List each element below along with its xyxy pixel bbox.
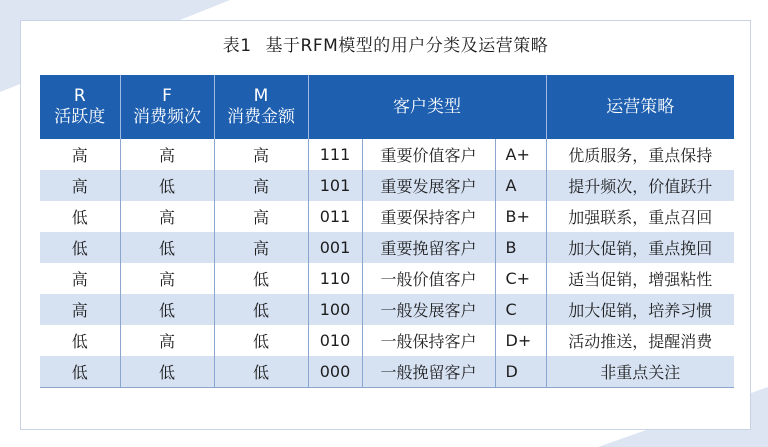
table-card	[20, 20, 751, 430]
header-f	[120, 75, 214, 139]
cell-f: 低	[120, 294, 214, 325]
cell-f: 低	[120, 232, 214, 263]
header-m-name: 消费金额	[227, 107, 295, 127]
table-row	[40, 201, 734, 232]
header-r	[40, 75, 120, 139]
cell-customer-type: 重要发展客户	[362, 170, 495, 201]
cell-r: 低	[40, 356, 120, 388]
header-f-name: 消费频次	[133, 107, 201, 127]
table-number: 表1	[222, 36, 252, 56]
cell-code: 111	[308, 139, 362, 170]
header-f-letter: F	[162, 86, 172, 106]
table-row	[40, 294, 734, 325]
cell-strategy: 活动推送，提醒消费	[568, 332, 713, 351]
cell-customer-type: 一般保持客户	[362, 325, 495, 356]
cell-r: 低	[40, 232, 120, 263]
cell-r: 高	[40, 263, 120, 294]
cell-grade: D+	[495, 325, 546, 356]
header-r-name: 活跃度	[54, 107, 106, 127]
cell-f: 高	[120, 325, 214, 356]
cell-f: 高	[120, 139, 214, 170]
header-customer-type: 客户类型	[308, 75, 546, 139]
cell-m: 低	[214, 325, 308, 356]
cell-customer-type: 一般挽留客户	[362, 356, 495, 388]
table-row	[40, 325, 734, 356]
cell-grade: C+	[495, 263, 546, 294]
cell-f: 低	[120, 356, 214, 388]
cell-m: 高	[214, 170, 308, 201]
cell-m: 低	[214, 294, 308, 325]
cell-r: 低	[40, 325, 120, 356]
header-r-letter: R	[73, 86, 86, 106]
cell-strategy: 适当促销，增强粘性	[568, 270, 713, 289]
cell-strategy: 非重点关注	[546, 356, 734, 388]
cell-grade: A+	[495, 139, 546, 170]
table-row	[40, 232, 734, 263]
cell-code: 101	[308, 170, 362, 201]
table-title: 基于RFM模型的用户分类及运营策略	[265, 36, 549, 56]
cell-strategy: 提升频次，价值跃升	[546, 170, 734, 201]
cell-strategy: 加大促销，培养习惯	[546, 294, 734, 325]
header-m	[214, 75, 308, 139]
cell-grade: C	[495, 294, 546, 325]
cell-f: 高	[120, 201, 214, 232]
cell-r: 低	[40, 201, 120, 232]
cell-customer-type: 一般价值客户	[362, 263, 495, 294]
cell-f: 高	[120, 263, 214, 294]
cell-r: 高	[40, 170, 120, 201]
cell-customer-type: 重要保持客户	[362, 201, 495, 232]
cell-strategy: 加大促销，重点挽回	[546, 232, 734, 263]
cell-m: 低	[214, 263, 308, 294]
cell-code: 010	[308, 325, 362, 356]
cell-grade: D	[495, 356, 546, 388]
cell-m: 低	[214, 356, 308, 388]
cell-m: 高	[214, 232, 308, 263]
cell-strategy: 加强联系，重点召回	[568, 208, 713, 227]
table-row	[40, 139, 734, 170]
cell-code: 001	[308, 232, 362, 263]
cell-code: 110	[308, 263, 362, 294]
cell-m: 高	[214, 201, 308, 232]
cell-code: 011	[308, 201, 362, 232]
rfm-table	[40, 75, 734, 388]
cell-grade: A	[495, 170, 546, 201]
cell-r: 高	[40, 139, 120, 170]
table-row	[40, 170, 734, 201]
header-row	[40, 75, 734, 139]
table-row	[40, 263, 734, 294]
cell-customer-type: 重要挽留客户	[362, 232, 495, 263]
cell-strategy: 优质服务，重点保持	[568, 146, 713, 165]
cell-customer-type: 重要价值客户	[362, 139, 495, 170]
cell-customer-type: 一般发展客户	[362, 294, 495, 325]
table-row	[40, 356, 734, 388]
table-caption	[21, 31, 750, 56]
cell-code: 100	[308, 294, 362, 325]
cell-r: 高	[40, 294, 120, 325]
header-strategy: 运营策略	[546, 75, 734, 139]
header-m-letter: M	[253, 86, 269, 106]
cell-m: 高	[214, 139, 308, 170]
cell-code: 000	[308, 356, 362, 388]
cell-grade: B+	[495, 201, 546, 232]
cell-f: 低	[120, 170, 214, 201]
cell-grade: B	[495, 232, 546, 263]
